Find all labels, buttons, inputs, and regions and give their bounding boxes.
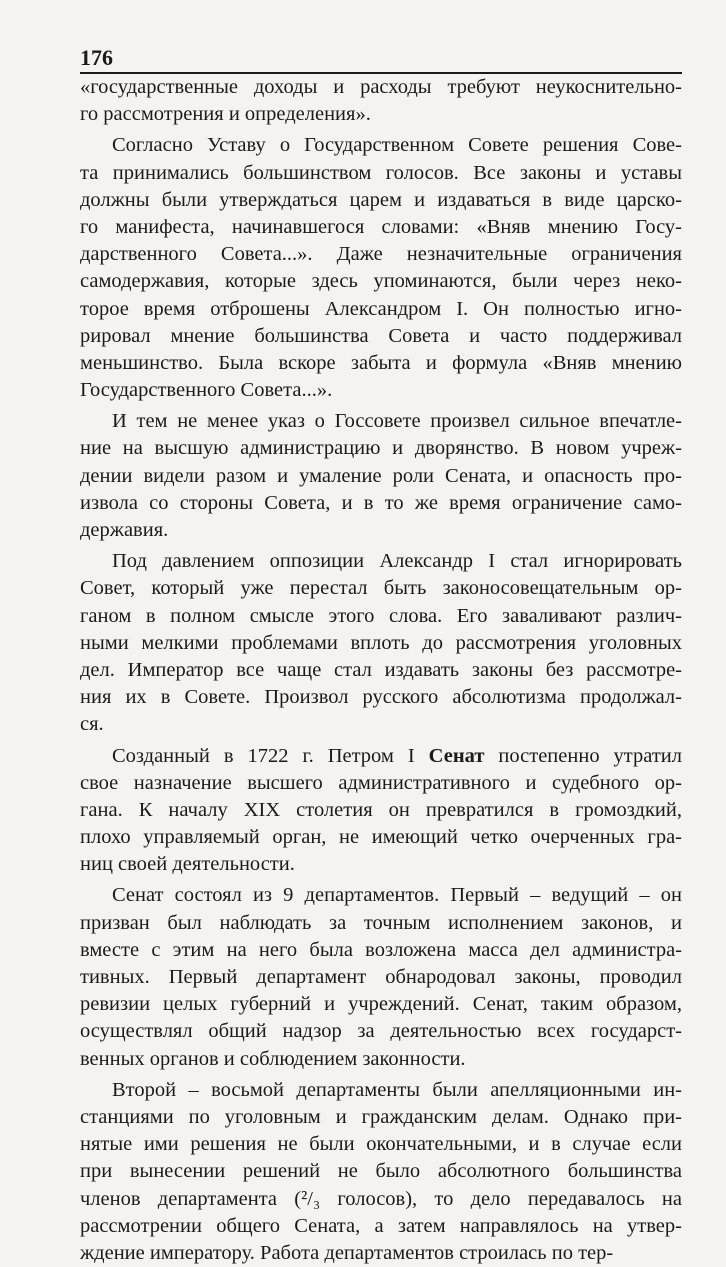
text-line: державия.	[80, 519, 169, 541]
text-line: ся.	[80, 713, 104, 736]
text-line: осуществлял общий надзор за деятельностью всех государст-	[80, 1020, 682, 1043]
text-line: ганом в полном смысле этого слова. Его заваливают различ-	[80, 604, 682, 627]
text-line: тивных. Первый департамент обнародовал законы, проводил	[80, 966, 682, 988]
paragraph	[80, 882, 682, 1072]
text-line: ревизии целых губерний и учреждений. Сенат, таким образом,	[80, 993, 682, 1016]
text-line: торое время отброшены Александром I. Он полностью игно-	[80, 297, 682, 320]
text-line: го рассмотрения и определения».	[80, 103, 371, 126]
text-line: рировал мнение большинства Совета и часто поддерживал	[80, 324, 682, 347]
paragraph	[80, 743, 682, 879]
text-line: ждение императору. Работа департаментов строилась по тер-	[80, 1241, 614, 1264]
text-line: Созданный в 1722 г. Петром I Сенат постепенно утратил	[112, 744, 682, 767]
text-line: Второй – восьмой департаменты были апелляционными ин-	[112, 1078, 682, 1101]
paragraph	[80, 132, 682, 404]
text-line: Под давлением оппозиции Александр I стал игнорировать	[112, 550, 682, 573]
text-line: дел. Император все чаще стал издавать законы без рассмотре-	[80, 658, 682, 681]
paragraph	[80, 548, 682, 738]
body-text	[80, 74, 682, 1267]
text-line: Согласно Уставу о Государственном Совете решения Сове-	[112, 134, 682, 157]
page-header	[80, 38, 682, 74]
text-line: свое назначение высшего административного и судебного ор-	[80, 771, 682, 794]
paragraph	[80, 408, 682, 544]
text-line: рассмотрении общего Сената, а затем направлялось на утвер-	[80, 1214, 682, 1237]
text-line: «государственные доходы и расходы требуют неукоснительно-	[80, 76, 682, 98]
text-line: должны были утверждаться царем и издаваться в виде царско-	[80, 188, 682, 211]
text-line: Сенат состоял из 9 департаментов. Первый – ведущий – он	[112, 884, 682, 907]
text-line: самодержавия, которые здесь упоминаются, были через неко-	[80, 270, 682, 293]
text-line: дении видели разом и умаление роли Сената, и опасность про-	[80, 464, 682, 487]
text-line: гана. К началу XIX столетия он превратился в громоздкий,	[80, 798, 682, 821]
paragraph	[80, 74, 682, 128]
text-line: вместе с этим на него была возложена масса дел администра-	[80, 938, 682, 961]
text-line: нятые ими решения не были окончательными, и в случае если	[80, 1133, 682, 1156]
text-line: членов департамента (²/₃ голосов), то дело передавалось на	[80, 1187, 682, 1210]
paragraph	[80, 1077, 682, 1267]
text-line: ние на высшую администрацию и дворянство. В новом учреж-	[80, 437, 682, 460]
text-line: при вынесении решений не было абсолютного большинства	[80, 1160, 682, 1183]
text-line: призван был наблюдать за точным исполнением законов, и	[80, 911, 682, 934]
text-line: ния их в Совете. Произвол русского абсолютизма продолжал-	[80, 686, 682, 709]
text-line: дарственного Совета...». Даже незначительные ограничения	[80, 243, 682, 266]
text-line: та принимались большинством голосов. Все законы и уставы	[80, 161, 682, 184]
book-page	[80, 38, 682, 1267]
text-line: меньшинство. Была вскоре забыта и формула «Вняв мнению	[80, 351, 682, 374]
text-line: го манифеста, начинавшегося словами: «Вняв мнению Госу-	[80, 215, 682, 238]
text-line: станциями по уголовным и гражданским делам. Однако при-	[80, 1105, 682, 1128]
text-line: Совет, который уже перестал быть законосовещательным ор-	[80, 577, 682, 600]
text-line: И тем не менее указ о Госсовете произвел сильное впечатле-	[112, 410, 682, 433]
text-line: плохо управляемый орган, не имеющий четко очерченных гра-	[80, 826, 682, 849]
text-line: венных органов и соблюдением законности.	[80, 1047, 466, 1070]
text-line: Государственного Совета...».	[80, 379, 333, 402]
text-line: извола со стороны Совета, и в то же время ограничение само-	[80, 491, 682, 514]
text-line: ными мелкими проблемами вплоть до рассмотрения уголовных	[80, 631, 682, 654]
page-number: 176	[80, 45, 113, 70]
text-line: ниц своей деятельности.	[80, 853, 295, 876]
